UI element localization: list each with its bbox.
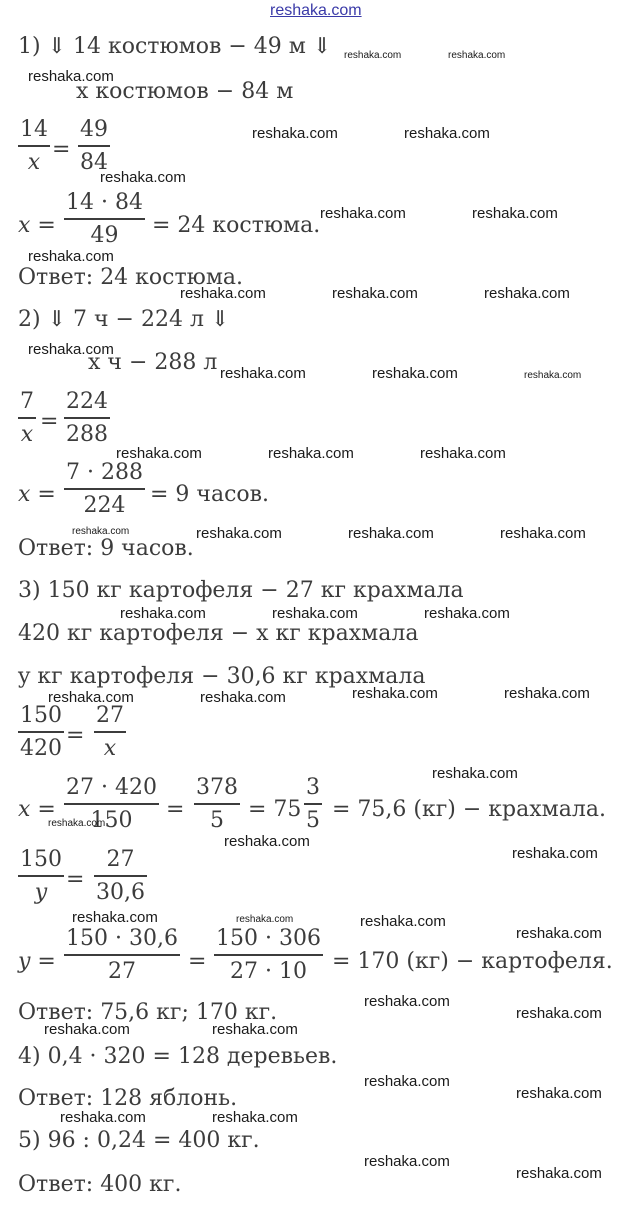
watermark: reshaka.com bbox=[272, 605, 358, 622]
p1-frac-c: 14 · 84 49 bbox=[66, 190, 143, 248]
p4-answer: Ответ: 128 яблонь. bbox=[18, 1086, 238, 1111]
watermark: reshaka.com bbox=[332, 285, 418, 302]
watermark: reshaka.com bbox=[44, 1021, 130, 1038]
watermark: reshaka.com bbox=[268, 445, 354, 462]
p2-frac-c: 7 · 288 224 bbox=[66, 460, 143, 518]
p2-x-eq: x = bbox=[18, 482, 56, 507]
watermark: reshaka.com bbox=[352, 685, 438, 702]
watermark: reshaka.com bbox=[360, 913, 446, 930]
watermark: reshaka.com bbox=[516, 1165, 602, 1182]
p3-x-eq: x = bbox=[18, 797, 56, 822]
watermark: reshaka.com bbox=[48, 818, 106, 829]
p1-line1: 1) ⇓ 14 костюмов − 49 м ⇓ bbox=[18, 34, 332, 59]
p3-eq-4: = bbox=[188, 949, 207, 974]
p4-line1: 4) 0,4 · 320 = 128 деревьев. bbox=[18, 1044, 338, 1069]
p1-line2: x костюмов − 84 м bbox=[76, 79, 294, 104]
p3-frac-b: 27 x bbox=[96, 703, 124, 761]
watermark: reshaka.com bbox=[372, 365, 458, 382]
watermark: reshaka.com bbox=[196, 525, 282, 542]
watermark: reshaka.com bbox=[524, 370, 582, 381]
watermark: reshaka.com bbox=[448, 50, 506, 61]
watermark: reshaka.com bbox=[516, 1085, 602, 1102]
watermark: reshaka.com bbox=[60, 1109, 146, 1126]
p2-line2: x ч − 288 л bbox=[88, 350, 218, 375]
p3-mixed-whole: = 75 bbox=[248, 797, 302, 822]
watermark: reshaka.com bbox=[48, 689, 134, 706]
watermark: reshaka.com bbox=[404, 125, 490, 142]
watermark: reshaka.com bbox=[180, 285, 266, 302]
p5-answer: Ответ: 400 кг. bbox=[18, 1172, 182, 1197]
watermark: reshaka.com bbox=[200, 689, 286, 706]
p3-answer: Ответ: 75,6 кг; 170 кг. bbox=[18, 1000, 278, 1025]
watermark: reshaka.com bbox=[516, 925, 602, 942]
p1-eq: = bbox=[52, 137, 71, 162]
watermark: reshaka.com bbox=[344, 50, 402, 61]
p2-frac-b: 224 288 bbox=[66, 389, 108, 447]
p3-frac-f: 27 30,6 bbox=[96, 847, 145, 905]
watermark: reshaka.com bbox=[500, 525, 586, 542]
p3-eq-2: = bbox=[166, 797, 185, 822]
p3-mixed-frac: 3 5 bbox=[306, 775, 320, 833]
p3-eq-1: = bbox=[66, 723, 85, 748]
watermark: reshaka.com bbox=[212, 1021, 298, 1038]
p2-line1: 2) ⇓ 7 ч − 224 л ⇓ bbox=[18, 307, 230, 332]
p3-frac-c: 27 · 420 150 bbox=[66, 775, 157, 833]
watermark: reshaka.com bbox=[100, 169, 186, 186]
p3-line1: 3) 150 кг картофеля − 27 кг крахмала bbox=[18, 578, 464, 603]
watermark: reshaka.com bbox=[364, 1073, 450, 1090]
p3-x-result: = 75,6 (кг) − крахмала. bbox=[332, 797, 606, 822]
header-link[interactable]: reshaka.com bbox=[270, 2, 362, 19]
p3-frac-g: 150 · 30,6 27 bbox=[66, 926, 178, 984]
p2-eq: = bbox=[40, 409, 59, 434]
watermark: reshaka.com bbox=[220, 365, 306, 382]
p3-y-result: = 170 (кг) − картофеля. bbox=[332, 949, 613, 974]
watermark: reshaka.com bbox=[512, 845, 598, 862]
p2-frac-a: 7 x bbox=[20, 389, 34, 447]
watermark: reshaka.com bbox=[348, 525, 434, 542]
p3-y-eq: y = bbox=[18, 949, 56, 974]
p1-frac-b: 49 84 bbox=[80, 117, 108, 175]
p3-frac-d: 378 5 bbox=[196, 775, 238, 833]
watermark: reshaka.com bbox=[432, 765, 518, 782]
watermark: reshaka.com bbox=[364, 1153, 450, 1170]
watermark: reshaka.com bbox=[72, 526, 130, 537]
watermark: reshaka.com bbox=[504, 685, 590, 702]
p3-frac-h: 150 · 306 27 · 10 bbox=[216, 926, 321, 984]
watermark: reshaka.com bbox=[320, 205, 406, 222]
watermark: reshaka.com bbox=[212, 1109, 298, 1126]
p1-x-eq: x = bbox=[18, 213, 56, 238]
watermark: reshaka.com bbox=[420, 445, 506, 462]
p2-result: = 9 часов. bbox=[150, 482, 270, 507]
p3-line2: 420 кг картофеля − x кг крахмала bbox=[18, 621, 419, 646]
p1-frac-a: 14 x bbox=[20, 117, 48, 175]
watermark: reshaka.com bbox=[120, 605, 206, 622]
p1-answer: Ответ: 24 костюма. bbox=[18, 265, 244, 290]
watermark: reshaka.com bbox=[484, 285, 570, 302]
watermark: reshaka.com bbox=[472, 205, 558, 222]
p3-line3: y кг картофеля − 30,6 кг крахмала bbox=[18, 664, 426, 689]
watermark: reshaka.com bbox=[28, 341, 114, 358]
p5-line1: 5) 96 : 0,24 = 400 кг. bbox=[18, 1128, 260, 1153]
watermark: reshaka.com bbox=[28, 248, 114, 265]
p1-result: = 24 костюма. bbox=[152, 213, 321, 238]
watermark: reshaka.com bbox=[252, 125, 338, 142]
p3-frac-a: 150 420 bbox=[20, 703, 62, 761]
p3-eq-3: = bbox=[66, 867, 85, 892]
watermark: reshaka.com bbox=[28, 68, 114, 85]
watermark: reshaka.com bbox=[116, 445, 202, 462]
watermark: reshaka.com bbox=[224, 833, 310, 850]
watermark: reshaka.com bbox=[364, 993, 450, 1010]
watermark: reshaka.com bbox=[516, 1005, 602, 1022]
watermark: reshaka.com bbox=[236, 914, 294, 925]
watermark: reshaka.com bbox=[424, 605, 510, 622]
p3-frac-e: 150 y bbox=[20, 847, 62, 905]
p2-answer: Ответ: 9 часов. bbox=[18, 536, 194, 561]
watermark: reshaka.com bbox=[72, 909, 158, 926]
